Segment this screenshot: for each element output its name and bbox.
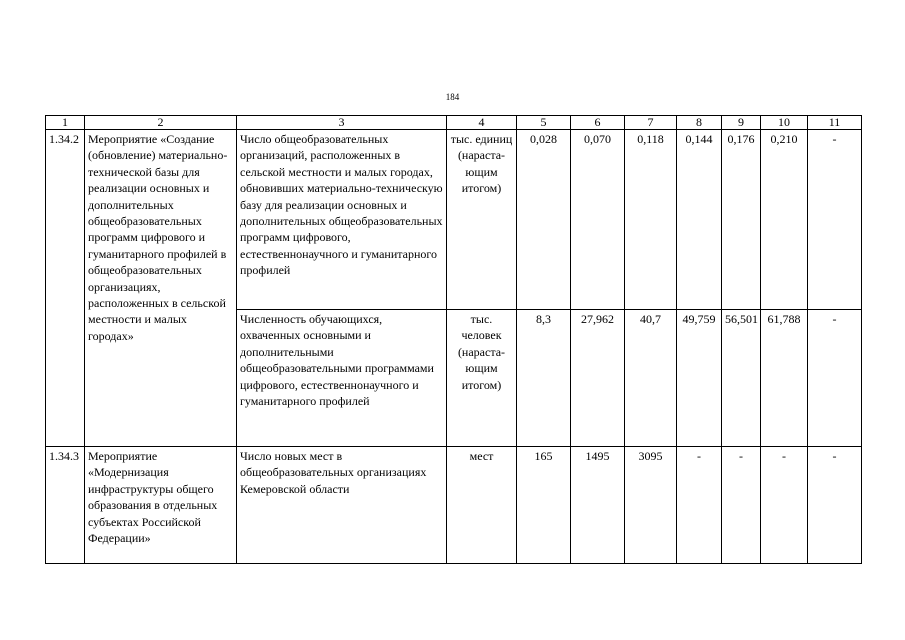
header-cell: 11: [808, 116, 862, 130]
value-cell: 165: [517, 447, 571, 564]
value-cell: 27,962: [571, 310, 625, 447]
value-cell: -: [808, 310, 862, 447]
header-cell: 1: [46, 116, 85, 130]
indicator-name: Численность обучающихся, охваченных основными и дополнительными общеобразовательными программами цифрового, естественнонаучного и гуманитарного профилей: [237, 310, 447, 447]
indicator-name: Число общеобразовательных организаций, расположенных в сельской местности и малых городах, обновивших материально-техническую базу для реализации основных и дополнительных общеобразовательных программ цифрового, естественнонаучного и гуманитарного профилей: [237, 130, 447, 310]
value-cell: 56,501: [722, 310, 761, 447]
row-code: 1.34.3: [46, 447, 85, 564]
value-cell: 8,3: [517, 310, 571, 447]
unit-cell: тыс. человек (нараста-ющим итогом): [447, 310, 517, 447]
header-cell: 5: [517, 116, 571, 130]
table-row: [46, 130, 862, 310]
header-cell: 6: [571, 116, 625, 130]
value-cell: 0,176: [722, 130, 761, 310]
value-cell: 0,118: [625, 130, 677, 310]
value-cell: -: [808, 447, 862, 564]
value-cell: 40,7: [625, 310, 677, 447]
data-table: [45, 115, 862, 564]
header-row: [46, 116, 862, 130]
value-cell: 61,788: [761, 310, 808, 447]
value-cell: -: [677, 447, 722, 564]
value-cell: 3095: [625, 447, 677, 564]
value-cell: 0,210: [761, 130, 808, 310]
value-cell: -: [808, 130, 862, 310]
header-cell: 9: [722, 116, 761, 130]
value-cell: 0,070: [571, 130, 625, 310]
page-number: 184: [445, 92, 460, 102]
measure-cell: Мероприятие «Создание (обновление) материально-технической базы для реализации основных и дополнительных общеобразовательных программ цифрового и гуманитарного профилей в общеобразовательных организациях, расположенных в сельской местности и малых городах»: [85, 130, 237, 447]
value-cell: 49,759: [677, 310, 722, 447]
header-cell: 2: [85, 116, 237, 130]
measure-cell: Мероприятие «Модернизация инфраструктуры общего образования в отдельных субъектах Российской Федерации»: [85, 447, 237, 564]
header-cell: 3: [237, 116, 447, 130]
header-cell: 10: [761, 116, 808, 130]
value-cell: 0,144: [677, 130, 722, 310]
table-row: [46, 447, 862, 564]
indicator-name: Число новых мест в общеобразовательных организациях Кемеровской области: [237, 447, 447, 564]
row-code: 1.34.2: [46, 130, 85, 447]
value-cell: 0,028: [517, 130, 571, 310]
value-cell: 1495: [571, 447, 625, 564]
header-cell: 7: [625, 116, 677, 130]
unit-cell: мест: [447, 447, 517, 564]
header-cell: 4: [447, 116, 517, 130]
value-cell: -: [722, 447, 761, 564]
header-cell: 8: [677, 116, 722, 130]
value-cell: -: [761, 447, 808, 564]
unit-cell: тыс. единиц (нараста-ющим итогом): [447, 130, 517, 310]
